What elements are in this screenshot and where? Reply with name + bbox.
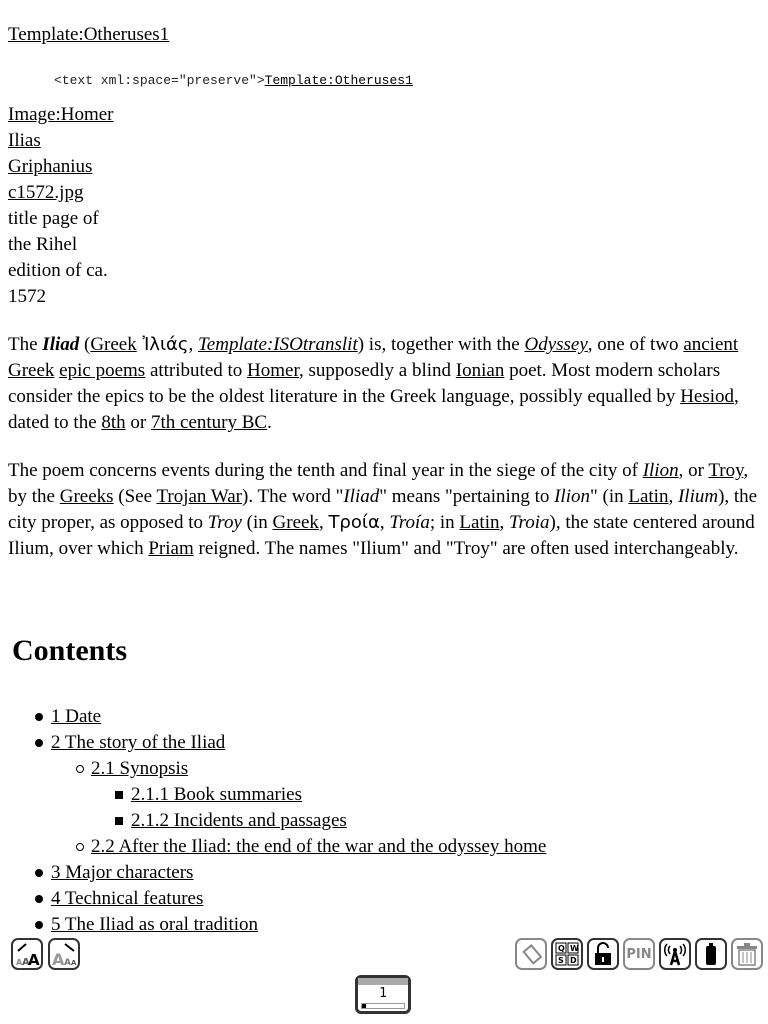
toc-item: [8, 808, 546, 834]
link-8th[interactable]: 8th: [101, 412, 126, 433]
greek-word: Ἰλιάς: [136, 334, 189, 355]
text-run: Troia: [509, 512, 550, 533]
text-run: ,: [318, 512, 329, 533]
text-run[interactable]: 2.1.2 Incidents and passages: [131, 810, 347, 831]
raw-template-link[interactable]: Template:Otheruses1: [264, 73, 413, 88]
text-run: reigned. The names "Ilium" and "Troy" are often used interchangeably.: [193, 538, 739, 559]
title-term: Iliad: [42, 334, 80, 355]
page-indicator[interactable]: [355, 975, 411, 1014]
page-progress-bar: [361, 1003, 405, 1009]
contents-heading: Contents: [12, 634, 128, 667]
svg-text:A: A: [22, 957, 30, 968]
bullet-icon: [35, 895, 43, 903]
text-run[interactable]: 5 The Iliad as oral tradition: [51, 914, 259, 935]
font-increase-icon[interactable]: [11, 938, 43, 970]
text-run: poet. Most modern scholars consider the epics to be the oldest literature in the Greek language, possibly equalled by: [8, 360, 721, 407]
toc-item: [8, 730, 546, 756]
text-run: ,: [668, 486, 678, 507]
emphasis: [643, 460, 679, 481]
text-run: Troy: [207, 512, 242, 533]
circle-bullet-icon: [76, 765, 84, 773]
link-ionian[interactable]: Ionian: [455, 360, 505, 381]
caption-line: edition of ca.: [8, 260, 108, 281]
text-run: , one of two: [587, 334, 684, 355]
text-run: , or: [678, 460, 709, 481]
image-link[interactable]: c1572.jpg: [8, 182, 84, 203]
link-hesiod[interactable]: Hesiod: [680, 386, 735, 407]
text-run: ,: [188, 334, 198, 355]
text-run: (: [79, 334, 91, 355]
image-link[interactable]: Image:Homer: [8, 104, 114, 125]
svg-text:A: A: [52, 950, 65, 968]
text-run: ,: [499, 512, 509, 533]
text-run: " (in: [589, 486, 629, 507]
text-run: ; in: [429, 512, 460, 533]
emphasis: [524, 334, 587, 355]
text-run: W: [570, 944, 579, 953]
square-bullet-icon: [115, 817, 123, 825]
link-translit[interactable]: Template:ISOtranslit: [197, 334, 358, 355]
text-run: ), the city proper, as opposed to: [8, 486, 758, 533]
bullet-icon: [35, 713, 43, 721]
text-run: ) is, together with the: [357, 334, 525, 355]
link-troy[interactable]: Troy: [708, 460, 744, 481]
text-run: ). The word ": [242, 486, 344, 507]
caption-line: title page of: [8, 208, 99, 229]
text-run[interactable]: 2.1.1 Book summaries: [131, 784, 302, 805]
image-link[interactable]: Ilias: [8, 130, 41, 151]
toc-item: [8, 834, 546, 860]
text-run: Ilion: [554, 486, 590, 507]
text-run: The poem concerns events during the tenth and final year in the siege of the city of: [8, 460, 643, 481]
link-priam[interactable]: Priam: [148, 538, 194, 559]
link-greek[interactable]: Greek: [272, 512, 319, 533]
keyboard-icon[interactable]: [551, 938, 583, 970]
link-odyssey[interactable]: Odyssey: [524, 334, 588, 355]
link-homer[interactable]: Homer: [247, 360, 300, 381]
text-run: ), the state centered around Ilium, over which: [8, 512, 755, 559]
text-run: Q: [558, 944, 565, 953]
text-run: (in: [241, 512, 273, 533]
hatnote-link[interactable]: Template:Otheruses1: [8, 24, 170, 45]
text-run[interactable]: 2.2 After the Iliad: the end of the war and the odyssey home: [91, 836, 547, 857]
svg-text:A: A: [16, 958, 23, 967]
text-run[interactable]: 4 Technical features: [51, 888, 204, 909]
square-bullet-icon: [115, 791, 123, 799]
font-decrease-icon[interactable]: [48, 938, 80, 970]
caption-line: the Rihel: [8, 234, 78, 255]
battery-icon[interactable]: [695, 938, 727, 970]
text-run: Ilium: [677, 486, 719, 507]
article-content: [8, 0, 763, 935]
bullet-icon: [35, 739, 43, 747]
text-run: .: [267, 412, 272, 433]
wireless-icon[interactable]: [659, 938, 691, 970]
toc-item: [8, 912, 546, 935]
text-run: The: [8, 334, 43, 355]
text-run: , supposedly a blind: [299, 360, 456, 381]
toc-item: [8, 782, 546, 808]
text-run: , dated to the: [8, 386, 739, 433]
svg-text:A: A: [71, 959, 77, 967]
link-7th-century[interactable]: 7th century BC: [151, 412, 268, 433]
trash-icon[interactable]: [731, 938, 763, 970]
text-run: or: [125, 412, 151, 433]
link-latin[interactable]: Latin: [628, 486, 669, 507]
toc-item: [8, 704, 546, 730]
second-paragraph: [8, 458, 763, 562]
link-greek[interactable]: Greek: [90, 334, 137, 355]
text-run[interactable]: 1 Date: [51, 706, 102, 727]
link-epic-poems[interactable]: epic poems: [59, 360, 146, 381]
toc-item: [8, 886, 546, 912]
image-caption: [8, 102, 138, 310]
text-run: Troía: [389, 512, 430, 533]
svg-text:A: A: [64, 958, 71, 968]
link-ilion[interactable]: Ilion: [642, 460, 679, 481]
unlock-icon[interactable]: [587, 938, 619, 970]
circle-bullet-icon: [76, 843, 84, 851]
text-run: " means "pertaining to: [379, 486, 555, 507]
text-run: D: [570, 956, 577, 965]
text-run[interactable]: 2.1 Synopsis: [91, 758, 189, 779]
table-of-contents: [8, 704, 546, 935]
caption-line: 1572: [8, 286, 46, 307]
toc-item: [8, 756, 546, 782]
text-run: S: [558, 956, 564, 965]
text-run[interactable]: 3 Major characters: [51, 862, 194, 883]
text-run: , by the: [8, 460, 749, 507]
bullet-icon: [35, 869, 43, 877]
text-run: attributed to: [145, 360, 248, 381]
text-run: ,: [379, 512, 390, 533]
intro-paragraph: [8, 332, 763, 436]
toc-item: [8, 860, 546, 886]
pin-icon[interactable]: PIN: [623, 938, 655, 970]
text-run[interactable]: 2 The story of the Iliad: [51, 732, 226, 753]
emphasis: [42, 334, 79, 355]
emphasis: [198, 334, 358, 355]
tag-icon[interactable]: [515, 938, 547, 970]
image-link[interactable]: Griphanius: [8, 156, 93, 177]
link-ancient-greek[interactable]: ancient Greek: [8, 334, 739, 381]
link-latin[interactable]: Latin: [459, 512, 500, 533]
text-run: (See: [113, 486, 157, 507]
link-greeks[interactable]: Greeks: [59, 486, 114, 507]
raw-prefix: <text xml:space="preserve">: [54, 73, 265, 88]
raw-text-line: [54, 68, 413, 94]
link-trojan-war[interactable]: Trojan War: [156, 486, 243, 507]
text-run: Iliad: [343, 486, 380, 507]
page-number: 1: [379, 986, 387, 1001]
svg-text:A: A: [28, 951, 40, 968]
bullet-icon: [35, 921, 43, 929]
greek-word: Τροία: [328, 512, 380, 533]
